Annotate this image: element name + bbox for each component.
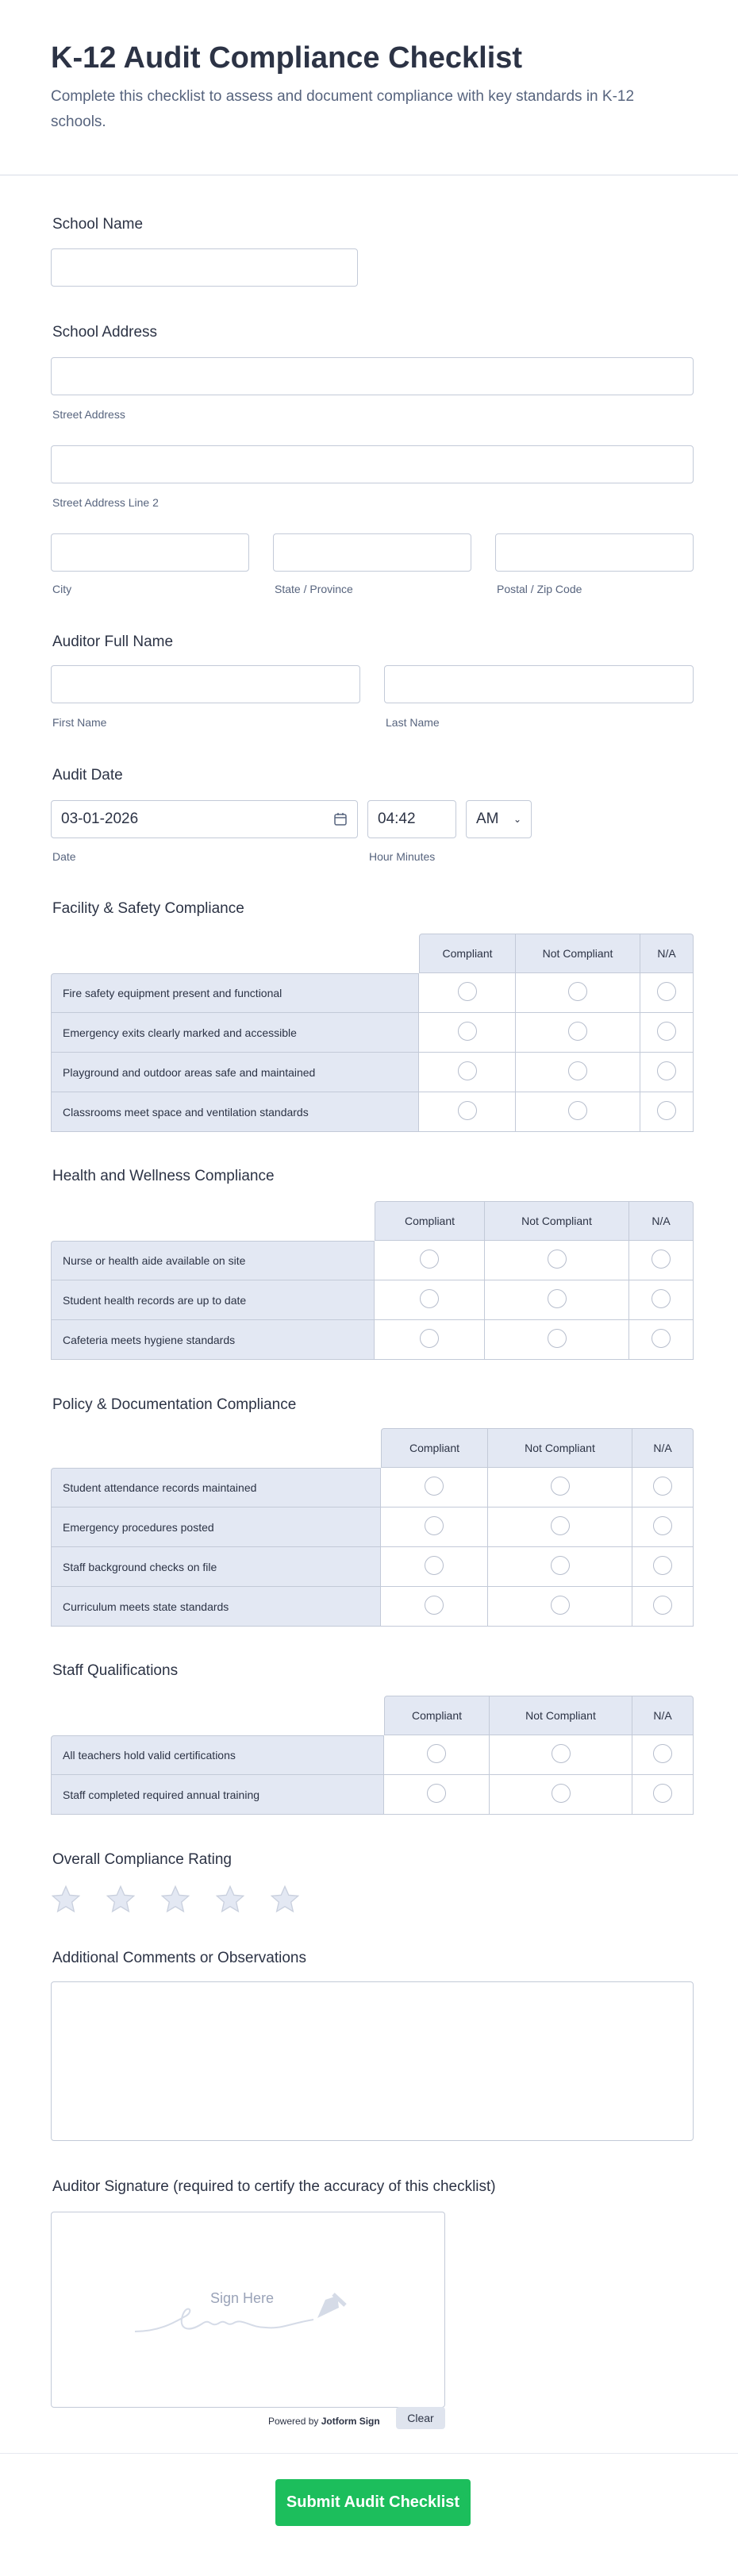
row-label: Cafeteria meets hygiene standards: [51, 1320, 375, 1360]
row-label: Fire safety equipment present and functional: [51, 973, 419, 1013]
radio-cell: [419, 973, 516, 1013]
radio-not-compliant[interactable]: [551, 1477, 570, 1496]
radio-cell: [375, 1241, 485, 1280]
radio-not-compliant[interactable]: [552, 1784, 571, 1803]
radio-cell: [375, 1280, 485, 1320]
date-value: 03-01-2026: [61, 811, 139, 827]
radio-not-compliant[interactable]: [568, 1101, 587, 1120]
table-row: [51, 1468, 694, 1507]
radio-cell: [381, 1468, 488, 1507]
column-header: Not Compliant: [488, 1428, 632, 1468]
matrix-corner: [51, 934, 419, 973]
radio-cell: [629, 1320, 694, 1360]
radio-na[interactable]: [653, 1744, 672, 1763]
radio-cell: [485, 1320, 629, 1360]
radio-na[interactable]: [657, 1061, 676, 1080]
compliance-matrix: [51, 1696, 694, 1815]
radio-not-compliant[interactable]: [548, 1249, 567, 1269]
radio-na[interactable]: [657, 1101, 676, 1120]
radio-cell: [488, 1468, 632, 1507]
radio-cell: [516, 1092, 640, 1132]
radio-cell: [640, 973, 694, 1013]
row-label: Student health records are up to date: [51, 1280, 375, 1320]
table-row: [51, 1092, 694, 1132]
radio-cell: [384, 1735, 490, 1775]
radio-not-compliant[interactable]: [548, 1329, 567, 1348]
radio-cell: [632, 1547, 694, 1587]
radio-cell: [488, 1547, 632, 1587]
radio-na[interactable]: [657, 1022, 676, 1041]
state-input[interactable]: [273, 533, 471, 572]
table-row: [51, 1241, 694, 1280]
row-label: Staff completed required annual training: [51, 1775, 384, 1815]
table-row: [51, 1735, 694, 1775]
radio-cell: [384, 1775, 490, 1815]
column-header: N/A: [632, 1696, 694, 1735]
radio-cell: [490, 1775, 632, 1815]
last-name-sublabel: Last Name: [386, 716, 440, 729]
table-row: [51, 1013, 694, 1053]
radio-cell: [632, 1735, 694, 1775]
table-row: [51, 973, 694, 1013]
column-header: N/A: [632, 1428, 694, 1468]
radio-cell: [485, 1280, 629, 1320]
sign-here-placeholder: Sign Here: [210, 2290, 275, 2306]
school-name-label: School Name: [52, 216, 144, 233]
radio-compliant[interactable]: [420, 1289, 439, 1308]
column-header: N/A: [629, 1201, 694, 1241]
audit-date-label: Audit Date: [52, 767, 123, 784]
radio-na[interactable]: [653, 1556, 672, 1575]
radio-na[interactable]: [653, 1516, 672, 1535]
school-name-input[interactable]: [51, 248, 358, 287]
radio-compliant[interactable]: [458, 982, 477, 1001]
date-input[interactable]: [51, 800, 358, 838]
column-header: Compliant: [381, 1428, 488, 1468]
row-label: Playground and outdoor areas safe and maintained: [51, 1053, 419, 1092]
radio-cell: [419, 1053, 516, 1092]
radio-cell: [419, 1092, 516, 1132]
table-row: [51, 1775, 694, 1815]
radio-cell: [516, 1053, 640, 1092]
star-icon[interactable]: [269, 1884, 301, 1916]
radio-cell: [488, 1587, 632, 1627]
radio-cell: [485, 1241, 629, 1280]
section-title: Health and Wellness Compliance: [52, 1168, 275, 1184]
column-header: Compliant: [375, 1201, 485, 1241]
radio-cell: [640, 1092, 694, 1132]
star-icon[interactable]: [50, 1884, 82, 1916]
radio-na[interactable]: [652, 1289, 671, 1308]
row-label: Emergency exits clearly marked and accessible: [51, 1013, 419, 1053]
radio-na[interactable]: [653, 1477, 672, 1496]
radio-not-compliant[interactable]: [568, 1061, 587, 1080]
radio-cell: [640, 1013, 694, 1053]
column-header: Not Compliant: [516, 934, 640, 973]
radio-compliant[interactable]: [427, 1744, 446, 1763]
table-row: [51, 1547, 694, 1587]
radio-not-compliant[interactable]: [568, 1022, 587, 1041]
page-title: K-12 Audit Compliance Checklist: [51, 41, 523, 75]
street-address-input[interactable]: [51, 357, 694, 395]
column-header: Not Compliant: [485, 1201, 629, 1241]
row-label: Emergency procedures posted: [51, 1507, 381, 1547]
street-address-sublabel: Street Address: [52, 408, 125, 421]
table-row: [51, 1280, 694, 1320]
radio-cell: [516, 1013, 640, 1053]
street-address-line2-input[interactable]: [51, 445, 694, 483]
compliance-matrix: [51, 934, 694, 1132]
radio-not-compliant[interactable]: [548, 1289, 567, 1308]
row-label: Curriculum meets state standards: [51, 1587, 381, 1627]
radio-na[interactable]: [653, 1784, 672, 1803]
radio-na[interactable]: [652, 1329, 671, 1348]
radio-cell: [632, 1507, 694, 1547]
row-label: Student attendance records maintained: [51, 1468, 381, 1507]
first-name-sublabel: First Name: [52, 716, 107, 729]
star-icon[interactable]: [105, 1884, 136, 1916]
radio-compliant[interactable]: [458, 1022, 477, 1041]
row-label: Staff background checks on file: [51, 1547, 381, 1587]
radio-not-compliant[interactable]: [568, 982, 587, 1001]
radio-not-compliant[interactable]: [551, 1516, 570, 1535]
row-label: All teachers hold valid certifications: [51, 1735, 384, 1775]
star-icon[interactable]: [214, 1884, 246, 1916]
section-title: Staff Qualifications: [52, 1662, 179, 1679]
radio-cell: [516, 973, 640, 1013]
first-name-input[interactable]: [51, 665, 360, 703]
radio-cell: [381, 1507, 488, 1547]
column-header: Compliant: [384, 1696, 490, 1735]
date-sublabel: Date: [52, 850, 76, 863]
time-input[interactable]: [367, 800, 456, 838]
auditor-name-label: Auditor Full Name: [52, 633, 174, 650]
comments-label: Additional Comments or Observations: [52, 1950, 306, 1966]
row-label: Classrooms meet space and ventilation standards: [51, 1092, 419, 1132]
city-sublabel: City: [52, 583, 72, 595]
radio-cell: [381, 1587, 488, 1627]
table-row: [51, 1507, 694, 1547]
radio-cell: [629, 1241, 694, 1280]
matrix-corner: [51, 1201, 375, 1241]
radio-cell: [640, 1053, 694, 1092]
radio-compliant[interactable]: [420, 1249, 439, 1269]
street-address-line2-sublabel: Street Address Line 2: [52, 496, 159, 509]
column-header: Compliant: [419, 934, 516, 973]
radio-compliant[interactable]: [425, 1477, 444, 1496]
page-description: Complete this checklist to assess and document compliance with key standards in K-12 schools.: [51, 88, 635, 130]
star-icon[interactable]: [160, 1884, 191, 1916]
radio-cell: [488, 1507, 632, 1547]
radio-cell: [632, 1775, 694, 1815]
column-header: N/A: [640, 934, 694, 973]
zip-sublabel: Postal / Zip Code: [497, 583, 582, 595]
comments-textarea[interactable]: [51, 1981, 694, 2141]
radio-cell: [419, 1013, 516, 1053]
column-header: Not Compliant: [490, 1696, 632, 1735]
radio-compliant[interactable]: [425, 1596, 444, 1615]
section-title: Policy & Documentation Compliance: [52, 1396, 297, 1413]
signature-label: Auditor Signature (required to certify the accuracy of this checklist): [52, 2178, 496, 2195]
ampm-value: AM: [476, 811, 499, 827]
radio-cell: [632, 1587, 694, 1627]
radio-compliant[interactable]: [420, 1329, 439, 1348]
time-value: 04:42: [378, 811, 416, 827]
table-row: [51, 1053, 694, 1092]
radio-cell: [632, 1468, 694, 1507]
radio-na[interactable]: [657, 982, 676, 1001]
powered-by: [268, 2416, 380, 2427]
matrix-corner: [51, 1428, 381, 1468]
city-input[interactable]: [51, 533, 249, 572]
radio-compliant[interactable]: [425, 1516, 444, 1535]
divider: [0, 2453, 738, 2454]
radio-cell: [629, 1280, 694, 1320]
calendar-icon[interactable]: [333, 812, 348, 826]
radio-not-compliant[interactable]: [552, 1744, 571, 1763]
radio-compliant[interactable]: [425, 1556, 444, 1575]
jotform-sign-brand: Jotform Sign: [321, 2416, 380, 2427]
powered-by-text: Powered by: [268, 2416, 319, 2427]
section-title: Facility & Safety Compliance: [52, 900, 244, 917]
row-label: Nurse or health aide available on site: [51, 1241, 375, 1280]
radio-na[interactable]: [652, 1249, 671, 1269]
radio-na[interactable]: [653, 1596, 672, 1615]
clear-signature-button[interactable]: Clear: [396, 2407, 445, 2429]
compliance-matrix: [51, 1428, 694, 1627]
compliance-matrix: [51, 1201, 694, 1360]
table-row: [51, 1320, 694, 1360]
chevron-down-icon: ⌄: [513, 814, 521, 825]
radio-not-compliant[interactable]: [551, 1556, 570, 1575]
radio-compliant[interactable]: [458, 1101, 477, 1120]
table-row: [51, 1587, 694, 1627]
radio-compliant[interactable]: [458, 1061, 477, 1080]
ampm-select[interactable]: [466, 800, 532, 838]
submit-button[interactable]: Submit Audit Checklist: [275, 2479, 471, 2526]
radio-cell: [490, 1735, 632, 1775]
last-name-input[interactable]: [384, 665, 694, 703]
radio-compliant[interactable]: [427, 1784, 446, 1803]
signature-pad[interactable]: [51, 2212, 445, 2408]
state-sublabel: State / Province: [275, 583, 353, 595]
matrix-corner: [51, 1696, 384, 1735]
zip-input[interactable]: [495, 533, 694, 572]
radio-cell: [375, 1320, 485, 1360]
rating-label: Overall Compliance Rating: [52, 1851, 232, 1868]
radio-cell: [381, 1547, 488, 1587]
signature-pen-icon: [131, 2288, 353, 2343]
school-address-label: School Address: [52, 324, 158, 341]
time-sublabel: Hour Minutes: [369, 850, 436, 863]
radio-not-compliant[interactable]: [551, 1596, 570, 1615]
